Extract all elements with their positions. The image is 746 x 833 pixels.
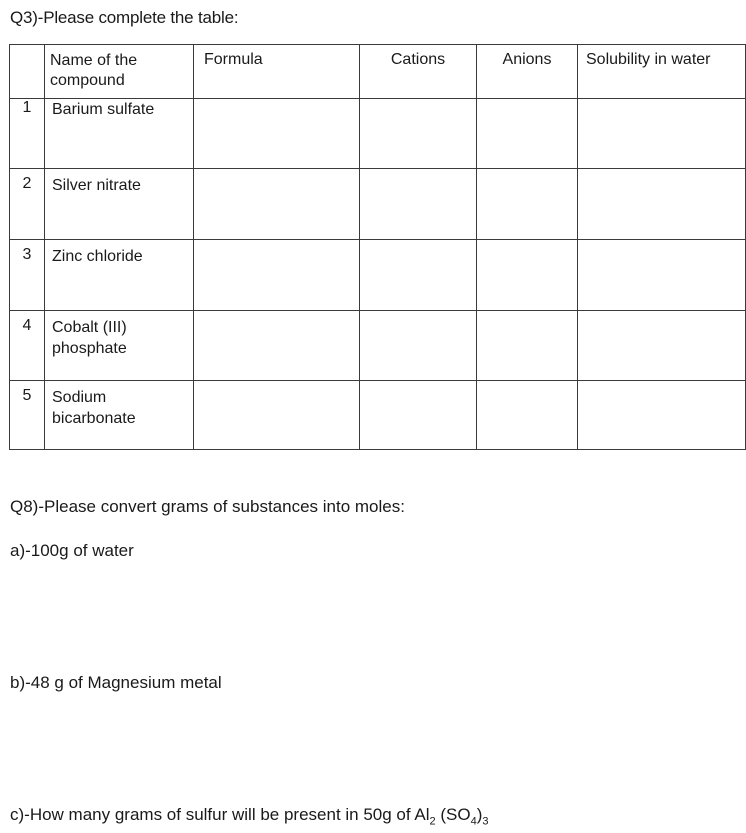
formula-cell[interactable]: [194, 311, 360, 381]
cations-cell[interactable]: [360, 99, 477, 169]
row-number: 4: [10, 311, 45, 381]
q8-title: Q8)-Please convert grams of substances into moles:: [10, 497, 405, 516]
solubility-cell[interactable]: [578, 240, 746, 311]
subscript-2: 2: [429, 815, 436, 828]
cations-cell[interactable]: [360, 381, 477, 450]
header-formula: Formula: [194, 45, 360, 99]
anions-cell[interactable]: [477, 381, 578, 450]
formula-cell[interactable]: [194, 99, 360, 169]
compound-name: Barium sulfate: [45, 99, 194, 169]
compound-name: Cobalt (III) phosphate: [45, 311, 194, 381]
table-row: [10, 169, 746, 240]
table-row: [10, 311, 746, 381]
row-number: 3: [10, 240, 45, 311]
header-anions: Anions: [477, 45, 578, 99]
question-c: [10, 805, 489, 827]
table-header-row: [10, 45, 746, 99]
anions-cell[interactable]: [477, 240, 578, 311]
anions-cell[interactable]: [477, 169, 578, 240]
subscript-3: 3: [482, 815, 489, 828]
compound-table: [9, 44, 746, 450]
anions-cell[interactable]: [477, 99, 578, 169]
header-cations: Cations: [360, 45, 477, 99]
formula-cell[interactable]: [194, 381, 360, 450]
formula-cell[interactable]: [194, 240, 360, 311]
cations-cell[interactable]: [360, 240, 477, 311]
cations-cell[interactable]: [360, 169, 477, 240]
solubility-cell[interactable]: [578, 311, 746, 381]
question-b: b)-48 g of Magnesium metal: [10, 673, 222, 692]
row-number: 5: [10, 381, 45, 450]
cations-cell[interactable]: [360, 311, 477, 381]
q3-title: Q3)-Please complete the table:: [10, 8, 239, 27]
subscript-4: 4: [470, 815, 477, 828]
table-row: [10, 99, 746, 169]
header-number: [10, 45, 45, 99]
header-name: Name of the compound: [45, 45, 194, 99]
question-a: a)-100g of water: [10, 541, 134, 560]
anions-cell[interactable]: [477, 311, 578, 381]
compound-name: Silver nitrate: [45, 169, 194, 240]
formula-cell[interactable]: [194, 169, 360, 240]
solubility-cell[interactable]: [578, 381, 746, 450]
question-c-mid: (SO: [435, 805, 471, 824]
table-row: [10, 381, 746, 450]
compound-name: Sodium bicarbonate: [45, 381, 194, 450]
solubility-cell[interactable]: [578, 169, 746, 240]
question-c-text: c)-How many grams of sulfur will be present in 50g of Al: [10, 805, 430, 824]
row-number: 2: [10, 169, 45, 240]
header-solubility: Solubility in water: [578, 45, 746, 99]
question-c-close: ): [476, 805, 483, 824]
table-row: [10, 240, 746, 311]
row-number: 1: [10, 99, 45, 169]
compound-name: Zinc chloride: [45, 240, 194, 311]
solubility-cell[interactable]: [578, 99, 746, 169]
